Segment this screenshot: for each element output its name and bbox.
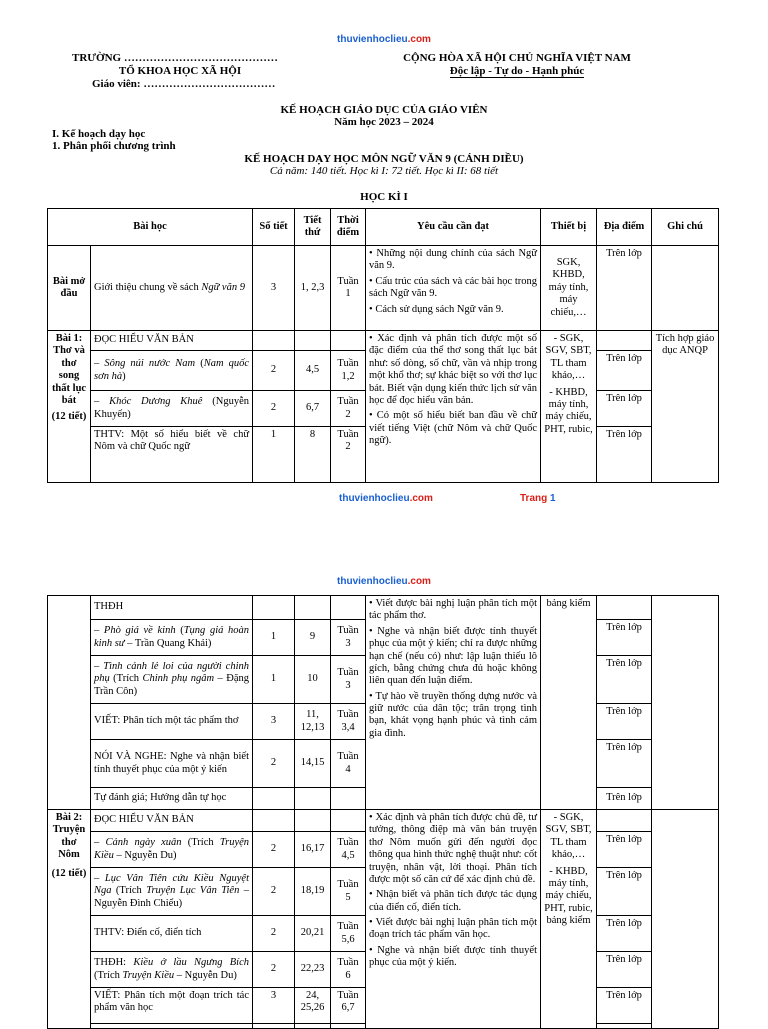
period-count: 1 <box>253 427 295 483</box>
location-cell: Trên lớp <box>597 916 652 952</box>
week: Tuần 1,2 <box>331 351 366 391</box>
motto-text: Độc lập - Tự do - Hạnh phúc <box>449 65 585 77</box>
period-number: 18,19 <box>295 868 331 916</box>
requirement-item: • Cách sử dụng sách Ngữ văn 9. <box>369 304 537 316</box>
lesson-name: THTV: Một số hiểu biết về chữ Nôm và chữ Quốc ngữ <box>91 427 253 483</box>
week: Tuần 4,5 <box>331 832 366 868</box>
requirement-item: • Có một số hiểu biết ban đầu về chữ viết tiếng Việt (chữ Nôm và chữ Quốc ngữ). <box>369 410 537 447</box>
col-header-notes: Ghi chú <box>652 209 719 246</box>
period-number: 24, 25,26 <box>295 988 331 1024</box>
table-row <box>48 246 719 331</box>
location-cell: Trên lớp <box>597 620 652 656</box>
col-header-lesson: Bài học <box>48 209 253 246</box>
unit-name <box>48 596 91 810</box>
period-number: 6,7 <box>295 391 331 427</box>
location-cell: Trên lớp <box>597 704 652 740</box>
unit-name: Bài mở đầu <box>48 246 91 331</box>
location-cell: Trên lớp <box>597 740 652 788</box>
requirement-item: • Viết được bài nghị luận phân tích một đoạn trích tác phẩm văn học. <box>369 917 537 942</box>
lesson-name: THTV: Điển cố, điển tích <box>91 916 253 952</box>
week: Tuần 1 <box>331 246 366 331</box>
week: Tuần 2 <box>331 391 366 427</box>
period-count: 2 <box>253 868 295 916</box>
requirement-item: • Những nội dung chính của sách Ngữ văn 9. <box>369 248 537 273</box>
col-header-time: Thời điểm <box>331 209 366 246</box>
period-number: 9 <box>295 620 331 656</box>
unit-name: Bài 1: Thơ và thơ song thất lục bát (12 tiết) <box>48 331 91 483</box>
period-count: 3 <box>253 988 295 1024</box>
col-header-periods: Số tiết <box>253 209 295 246</box>
school-line: TRƯỜNG …………………………………… <box>72 52 278 64</box>
lesson-name: VIẾT: Phân tích một tác phẩm thơ <box>91 704 253 740</box>
period-number: 20,21 <box>295 916 331 952</box>
period-number: 11, 12,13 <box>295 704 331 740</box>
location-cell: Trên lớp <box>597 656 652 704</box>
requirements-cell <box>366 246 541 331</box>
period-count: 1 <box>253 656 295 704</box>
motto-line <box>392 65 642 77</box>
unit-name: Bài 2: Truyện thơ Nôm (12 tiết) <box>48 810 91 1029</box>
department-line: TỔ KHOA HỌC XÃ HỘI <box>118 65 242 77</box>
requirement-item: • Tự hào về truyền thống dựng nước và giữ nước của dân tộc; trân trọng tình bạn, khát vọng hạnh phúc và tình cảm gia đình. <box>369 691 537 741</box>
location-cell: Trên lớp <box>597 988 652 1024</box>
lesson-name: – Lục Vân Tiên cứu Kiều Nguyệt Nga (Trích Truyện Lục Vân Tiên – Nguyễn Đình Chiểu) <box>91 868 253 916</box>
requirement-item: • Nhận biết và phân tích được tác dụng của điển cố, điển tích. <box>369 889 537 914</box>
lesson-name: Giới thiệu chung về sách Ngữ văn 9 <box>91 246 253 331</box>
requirement-item: • Xác định và phân tích được một số đặc điểm của thể thơ song thất lục bát như: số dòng, số chữ, vần và nhịp trong một khổ thơ; sự khác biệt so với thơ lục bát. Biết vận dụng kiến thức lịch sử văn học để đọc hiểu văn bản. <box>369 333 537 407</box>
location-cell: Trên lớp <box>597 246 652 331</box>
period-number: 22,23 <box>295 952 331 988</box>
lesson-name: ĐỌC HIỂU VĂN BẢN <box>91 810 253 832</box>
subsection-heading: 1. Phân phối chương trình <box>52 140 176 152</box>
subject-title: KẾ HOẠCH DẠY HỌC MÔN NGỮ VĂN 9 (CÁNH DIỀU) <box>244 153 524 165</box>
requirement-item: • Nghe và nhận biết được tính thuyết phục của một ý kiến. <box>369 945 537 970</box>
period-number: 16,17 <box>295 832 331 868</box>
table-header-row <box>48 209 719 246</box>
teacher-line: Giáo viên: ……………………………… <box>92 78 276 90</box>
col-header-requirements: Yêu cầu cần đạt <box>366 209 541 246</box>
col-header-equipment: Thiết bị <box>541 209 597 246</box>
school-year: Năm học 2023 – 2024 <box>334 116 434 128</box>
table-row <box>48 596 719 620</box>
period-count: 2 <box>253 916 295 952</box>
site-watermark-footer: thuvienhoclieu.com <box>339 493 433 504</box>
period-count: 2 <box>253 391 295 427</box>
requirement-item: • Cấu trúc của sách và các bài học trong sách Ngữ văn 9. <box>369 276 537 301</box>
location-cell: Trên lớp <box>597 788 652 810</box>
lesson-name: THĐH <box>91 596 253 620</box>
page-number: Trang 1 <box>520 493 556 504</box>
period-number: 4,5 <box>295 351 331 391</box>
equipment-cell: - SGK, SGV, SBT, TL tham khảo,… - KHBD, máy tính, máy chiếu, PHT, rubic, bảng kiểm <box>541 810 597 1029</box>
plan-table-page2 <box>47 595 719 1029</box>
equipment-cell: SGK, KHBD, máy tính, máy chiếu,… <box>541 246 597 331</box>
equipment-cell: bảng kiểm <box>541 596 597 810</box>
document-title: KẾ HOẠCH GIÁO DỤC CỦA GIÁO VIÊN <box>280 104 488 116</box>
lesson-name: – Sông núi nước Nam (Nam quốc sơn hà) <box>91 351 253 391</box>
period-number: 10 <box>295 656 331 704</box>
lesson-name: VIẾT: Phân tích một đoạn trích tác phẩm văn học <box>91 988 253 1024</box>
subject-subtitle: Cả năm: 140 tiết. Học kì I: 72 tiết. Học kì II: 68 tiết <box>269 165 499 177</box>
lesson-name: THĐH: Kiều ở lầu Ngưng Bích (Trích Truyện Kiều – Nguyễn Du) <box>91 952 253 988</box>
period-number: 1, 2,3 <box>295 246 331 331</box>
requirement-item: • Xác định và phân tích được chủ đề, tư tưởng, thông điệp mà văn bản truyện thơ Nôm muốn gửi đến người đọc thông qua hình thức nghệ thuật như: cốt truyện, nhân vật, lời thoại. Phân tích được một số căn cứ để xác định chủ đề. <box>369 812 537 886</box>
lesson-name: – Phò giá về kinh (Tụng giá hoàn kinh sư – Trần Quang Khải) <box>91 620 253 656</box>
table-row <box>48 331 719 351</box>
period-count: 2 <box>253 351 295 391</box>
week: Tuần 5,6 <box>331 916 366 952</box>
location-cell: Trên lớp <box>597 832 652 868</box>
notes-cell <box>652 810 719 1029</box>
week: Tuần 2 <box>331 427 366 483</box>
location-cell: Trên lớp <box>597 868 652 916</box>
country-line: CỘNG HÒA XÃ HỘI CHỦ NGHĨA VIỆT NAM <box>403 52 631 64</box>
col-header-period-no: Tiết thứ <box>295 209 331 246</box>
lesson-name: – Cảnh ngày xuân (Trích Truyện Kiều – Nguyễn Du) <box>91 832 253 868</box>
week: Tuần 4 <box>331 740 366 788</box>
lesson-name: NÓI VÀ NGHE: Nghe và nhận biết tính thuyết phục của một ý kiến <box>91 740 253 788</box>
equipment-cell: - SGK, SGV, SBT, TL tham khảo,… - KHBD, máy tính, máy chiếu, PHT, rubic, <box>541 331 597 483</box>
location-cell: Trên lớp <box>597 391 652 427</box>
site-watermark-page2: thuvienhoclieu.com <box>337 576 431 587</box>
period-count: 3 <box>253 246 295 331</box>
section-heading: I. Kế hoạch dạy học <box>52 128 146 140</box>
week: Tuần 6,7 <box>331 988 366 1024</box>
lesson-name: Tự đánh giá; Hướng dẫn tự học <box>91 788 253 810</box>
lesson-name: – Khóc Dương Khuê (Nguyễn Khuyến) <box>91 391 253 427</box>
week: Tuần 5 <box>331 868 366 916</box>
requirement-item: • Nghe và nhận biết được tính thuyết phục của một ý kiến; chỉ ra được những hạn chế (nếu có) như: lập luận thiếu lô gích, bằng chứng chưa đủ hoặc không liên quan đến luận điểm. <box>369 626 537 688</box>
location-cell: Trên lớp <box>597 351 652 391</box>
period-number: 8 <box>295 427 331 483</box>
requirement-item: • Viết được bài nghị luận phân tích một tác phẩm thơ. <box>369 598 537 623</box>
location-cell: Trên lớp <box>597 952 652 988</box>
period-count: 2 <box>253 740 295 788</box>
period-number: 14,15 <box>295 740 331 788</box>
week: Tuần 3,4 <box>331 704 366 740</box>
term-heading: HỌC KÌ I <box>360 191 408 203</box>
table-row <box>48 810 719 832</box>
week: Tuần 3 <box>331 656 366 704</box>
requirements-cell <box>366 331 541 483</box>
period-count: 2 <box>253 832 295 868</box>
requirements-cell <box>366 596 541 810</box>
lesson-name: ĐỌC HIỂU VĂN BẢN <box>91 331 253 351</box>
location-cell: Trên lớp <box>597 427 652 483</box>
notes-cell: Tích hợp giáo dục ANQP <box>652 331 719 483</box>
period-count: 1 <box>253 620 295 656</box>
requirements-cell <box>366 810 541 1029</box>
period-count: 3 <box>253 704 295 740</box>
week: Tuần 3 <box>331 620 366 656</box>
notes-cell <box>652 596 719 810</box>
col-header-location: Địa điểm <box>597 209 652 246</box>
week: Tuần 6 <box>331 952 366 988</box>
period-count: 2 <box>253 952 295 988</box>
lesson-name: – Tình cảnh lẻ loi của người chinh phụ (Trích Chinh phụ ngâm – Đặng Trần Côn) <box>91 656 253 704</box>
notes-cell <box>652 246 719 331</box>
site-watermark-top: thuvienhoclieu.com <box>337 34 431 45</box>
plan-table-page1 <box>47 208 719 483</box>
